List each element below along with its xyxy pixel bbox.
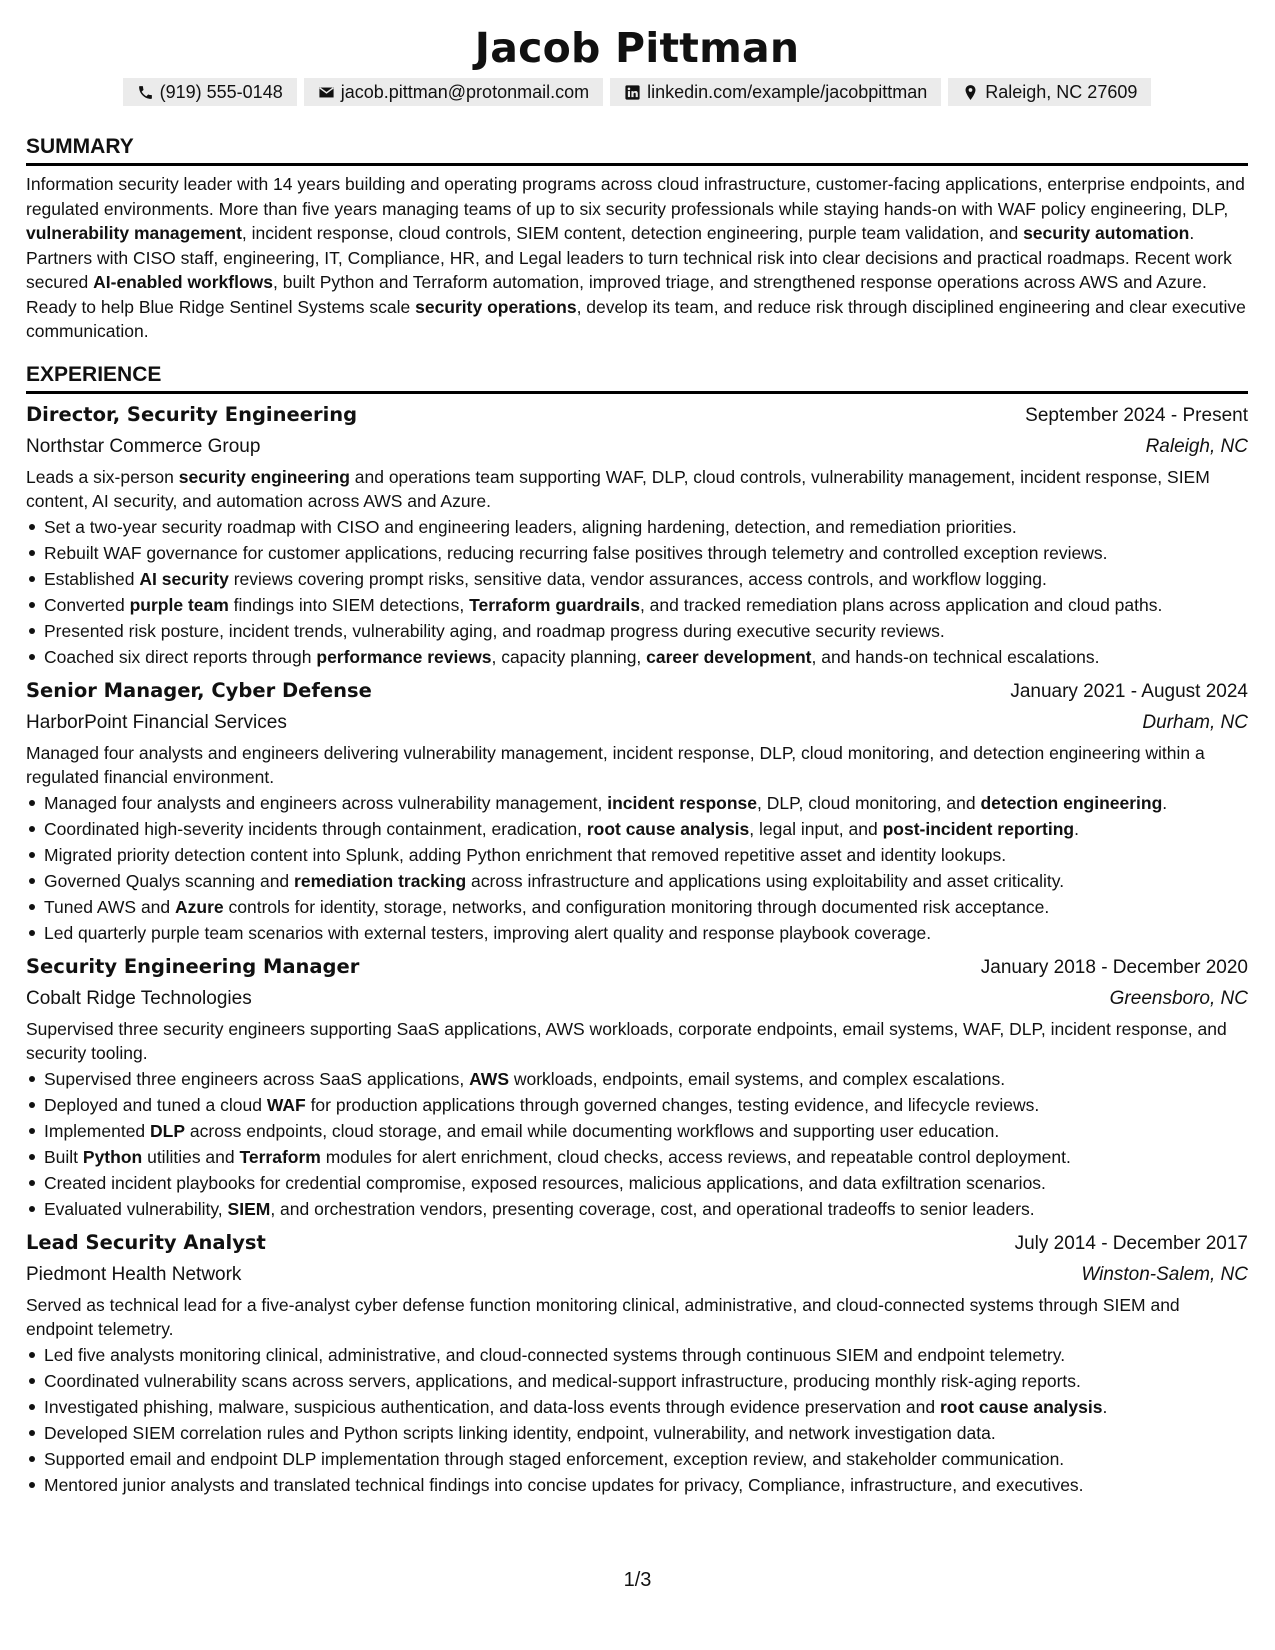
bullet-item: Investigated phishing, malware, suspicious authentication, and data-loss events through evidence preservation and root cause analysis. bbox=[26, 1394, 1248, 1420]
bullet-item: Mentored junior analysts and translated technical findings into concise updates for privacy, Compliance, infrastructure, and executives. bbox=[26, 1472, 1248, 1498]
job-list bbox=[26, 400, 1248, 1498]
bullet-item: Converted purple team findings into SIEM detections, Terraform guardrails, and tracked remediation plans across application and cloud paths. bbox=[26, 592, 1248, 618]
contact-email[interactable] bbox=[304, 78, 603, 106]
contact-linkedin[interactable] bbox=[610, 78, 941, 106]
resume-page bbox=[26, 22, 1248, 1498]
bullet-item: Supported email and endpoint DLP implementation through staged enforcement, exception review, and stakeholder communication. bbox=[26, 1446, 1248, 1472]
bold-keyword: vulnerability management bbox=[26, 223, 242, 243]
job-description: Managed four analysts and engineers delivering vulnerability management, incident response, DLP, cloud monitoring, and detection engineering within a regulated financial environment. bbox=[26, 742, 1205, 787]
bullet-item: Built Python utilities and Terraform modules for alert enrichment, cloud checks, access reviews, and repeatable control deployment. bbox=[26, 1144, 1248, 1170]
contact-bar bbox=[26, 78, 1248, 106]
summary-text: Information security leader with 14 years building and operating programs across cloud infrastructure, customer-facing applications, enterprise endpoints, and regulated environments. More than five years managing teams of up to six security professionals while staying hands-on with WAF policy engineering, DLP, vulnerability management, incident response, cloud controls, SIEM content, detection engineering, purple team validation, and security automation. Partners with CISO staff, engineering, IT, Compliance, HR, and Legal leaders to turn technical risk into clear decisions and practical roadmaps. Recent work secured AI-enabled workflows, built Python and Terraform automation, improved triage, and strengthened response operations across AWS and Azure. Ready to help Blue Ridge Sentinel Systems scale security operations, develop its team, and reduce risk through disciplined engineering and clear executive communication. bbox=[26, 174, 1246, 341]
job-title: Director, Security Engineering bbox=[26, 402, 358, 426]
job-title: Lead Security Analyst bbox=[26, 1230, 266, 1254]
bullet-item: Governed Qualys scanning and remediation tracking across infrastructure and applications using exploitability and asset criticality. bbox=[26, 868, 1248, 894]
job-entry bbox=[26, 400, 1248, 670]
bullet-item: Coordinated high-severity incidents through containment, eradication, root cause analysis, legal input, and post-incident reporting. bbox=[26, 816, 1248, 842]
company-name: Cobalt Ridge Technologies bbox=[26, 987, 252, 1009]
candidate-name: Jacob Pittman bbox=[474, 24, 800, 72]
job-bullets bbox=[26, 790, 1248, 946]
job-location: Greensboro, NC bbox=[1109, 987, 1248, 1009]
bold-keyword: AI-enabled workflows bbox=[93, 272, 274, 292]
bold-keyword: Python bbox=[82, 1146, 143, 1167]
bold-keyword: remediation tracking bbox=[294, 870, 467, 891]
job-location: Raleigh, NC bbox=[1145, 435, 1248, 457]
job-entry bbox=[26, 1228, 1248, 1498]
linkedin-icon bbox=[624, 84, 641, 101]
map-pin-icon bbox=[962, 84, 979, 101]
company-name: HarborPoint Financial Services bbox=[26, 711, 287, 733]
contact-phone[interactable] bbox=[123, 78, 297, 106]
contact-location[interactable] bbox=[948, 78, 1151, 106]
bullet-item: Tuned AWS and Azure controls for identity, storage, networks, and configuration monitoring through documented risk acceptance. bbox=[26, 894, 1248, 920]
summary-section bbox=[26, 134, 1248, 344]
bold-keyword: SIEM bbox=[227, 1198, 271, 1219]
bold-keyword: detection engineering bbox=[980, 792, 1163, 813]
job-title: Senior Manager, Cyber Defense bbox=[26, 678, 372, 702]
bold-keyword: WAF bbox=[266, 1094, 306, 1115]
bold-keyword: incident response bbox=[607, 792, 758, 813]
bullet-item: Evaluated vulnerability, SIEM, and orchestration vendors, presenting coverage, cost, and operational tradeoffs to senior leaders. bbox=[26, 1196, 1248, 1222]
job-dates: January 2021 - August 2024 bbox=[1010, 680, 1248, 702]
job-bullets bbox=[26, 1342, 1248, 1498]
bullet-item: Created incident playbooks for credential compromise, exposed resources, malicious applications, and data exfiltration scenarios. bbox=[26, 1170, 1248, 1196]
bold-keyword: Terraform guardrails bbox=[469, 594, 640, 615]
job-bullets bbox=[26, 1066, 1248, 1222]
bold-keyword: purple team bbox=[129, 594, 229, 615]
bullet-item: Led quarterly purple team scenarios with external testers, improving alert quality and response playbook coverage. bbox=[26, 920, 1248, 946]
job-location: Durham, NC bbox=[1142, 711, 1248, 733]
job-description: Served as technical lead for a five-analyst cyber defense function monitoring clinical, administrative, and cloud-connected systems through SIEM and endpoint telemetry. bbox=[26, 1294, 1180, 1339]
bold-keyword: performance reviews bbox=[316, 646, 492, 667]
job-bullets bbox=[26, 514, 1248, 670]
page-number: 1/3 bbox=[623, 1569, 652, 1591]
bold-keyword: AI security bbox=[139, 568, 229, 589]
bullet-item: Rebuilt WAF governance for customer applications, reducing recurring false positives through telemetry and controlled exception reviews. bbox=[26, 540, 1248, 566]
envelope-icon bbox=[318, 84, 335, 101]
bold-keyword: security operations bbox=[415, 296, 577, 317]
email-text: jacob.pittman@protonmail.com bbox=[340, 82, 590, 102]
bold-keyword: Azure bbox=[175, 896, 224, 917]
bold-keyword: AWS bbox=[469, 1068, 509, 1089]
bold-keyword: Terraform bbox=[239, 1146, 321, 1167]
bold-keyword: career development bbox=[646, 646, 812, 667]
phone-text: (919) 555-0148 bbox=[159, 82, 283, 102]
company-name: Piedmont Health Network bbox=[26, 1263, 242, 1285]
bullet-item: Deployed and tuned a cloud WAF for production applications through governed changes, testing evidence, and lifecycle reviews. bbox=[26, 1092, 1248, 1118]
bold-keyword: root cause analysis bbox=[586, 818, 750, 839]
bullet-item: Presented risk posture, incident trends, vulnerability aging, and roadmap progress during executive security reviews. bbox=[26, 618, 1248, 644]
bullet-item: Migrated priority detection content into Splunk, adding Python enrichment that removed repetitive asset and identity lookups. bbox=[26, 842, 1248, 868]
job-dates: September 2024 - Present bbox=[1025, 404, 1248, 426]
bullet-item: Established AI security reviews covering prompt risks, sensitive data, vendor assurances, access controls, and workflow logging. bbox=[26, 566, 1248, 592]
summary-heading: SUMMARY bbox=[26, 134, 1248, 166]
bullet-item: Supervised three engineers across SaaS applications, AWS workloads, endpoints, email systems, and complex escalations. bbox=[26, 1066, 1248, 1092]
bold-keyword: DLP bbox=[150, 1120, 186, 1141]
job-dates: January 2018 - December 2020 bbox=[980, 956, 1248, 978]
job-title: Security Engineering Manager bbox=[26, 954, 360, 978]
experience-heading: EXPERIENCE bbox=[26, 362, 1248, 394]
bold-keyword: root cause analysis bbox=[939, 1396, 1103, 1417]
job-description: Leads a six-person security engineering and operations team supporting WAF, DLP, cloud controls, vulnerability management, incident response, SIEM content, AI security, and automation across AWS and Azure. bbox=[26, 466, 1210, 511]
bullet-item: Led five analysts monitoring clinical, administrative, and cloud-connected systems through continuous SIEM and endpoint telemetry. bbox=[26, 1342, 1248, 1368]
phone-icon bbox=[137, 84, 154, 101]
job-entry bbox=[26, 952, 1248, 1222]
bullet-item: Set a two-year security roadmap with CISO and engineering leaders, aligning hardening, detection, and remediation priorities. bbox=[26, 514, 1248, 540]
bold-keyword: security engineering bbox=[178, 466, 350, 487]
bullet-item: Managed four analysts and engineers across vulnerability management, incident response, DLP, cloud monitoring, and detection engineering. bbox=[26, 790, 1248, 816]
job-description: Supervised three security engineers supporting SaaS applications, AWS workloads, corporate endpoints, email systems, WAF, DLP, incident response, and security tooling. bbox=[26, 1018, 1227, 1063]
bullet-item: Developed SIEM correlation rules and Python scripts linking identity, endpoint, vulnerability, and network investigation data. bbox=[26, 1420, 1248, 1446]
bullet-item: Implemented DLP across endpoints, cloud storage, and email while documenting workflows and supporting user education. bbox=[26, 1118, 1248, 1144]
location-text: Raleigh, NC 27609 bbox=[985, 82, 1138, 102]
linkedin-text: linkedin.com/example/jacobpittman bbox=[647, 82, 928, 102]
bullet-item: Coordinated vulnerability scans across servers, applications, and medical-support infrastructure, producing monthly risk-aging reports. bbox=[26, 1368, 1248, 1394]
bold-keyword: security automation bbox=[1023, 223, 1190, 243]
company-name: Northstar Commerce Group bbox=[26, 435, 261, 457]
job-location: Winston-Salem, NC bbox=[1081, 1263, 1248, 1285]
bold-keyword: post-incident reporting bbox=[882, 818, 1075, 839]
job-dates: July 2014 - December 2017 bbox=[1014, 1232, 1248, 1254]
bullet-item: Coached six direct reports through performance reviews, capacity planning, career development, and hands-on technical escalations. bbox=[26, 644, 1248, 670]
experience-section bbox=[26, 362, 1248, 1498]
job-entry bbox=[26, 676, 1248, 946]
